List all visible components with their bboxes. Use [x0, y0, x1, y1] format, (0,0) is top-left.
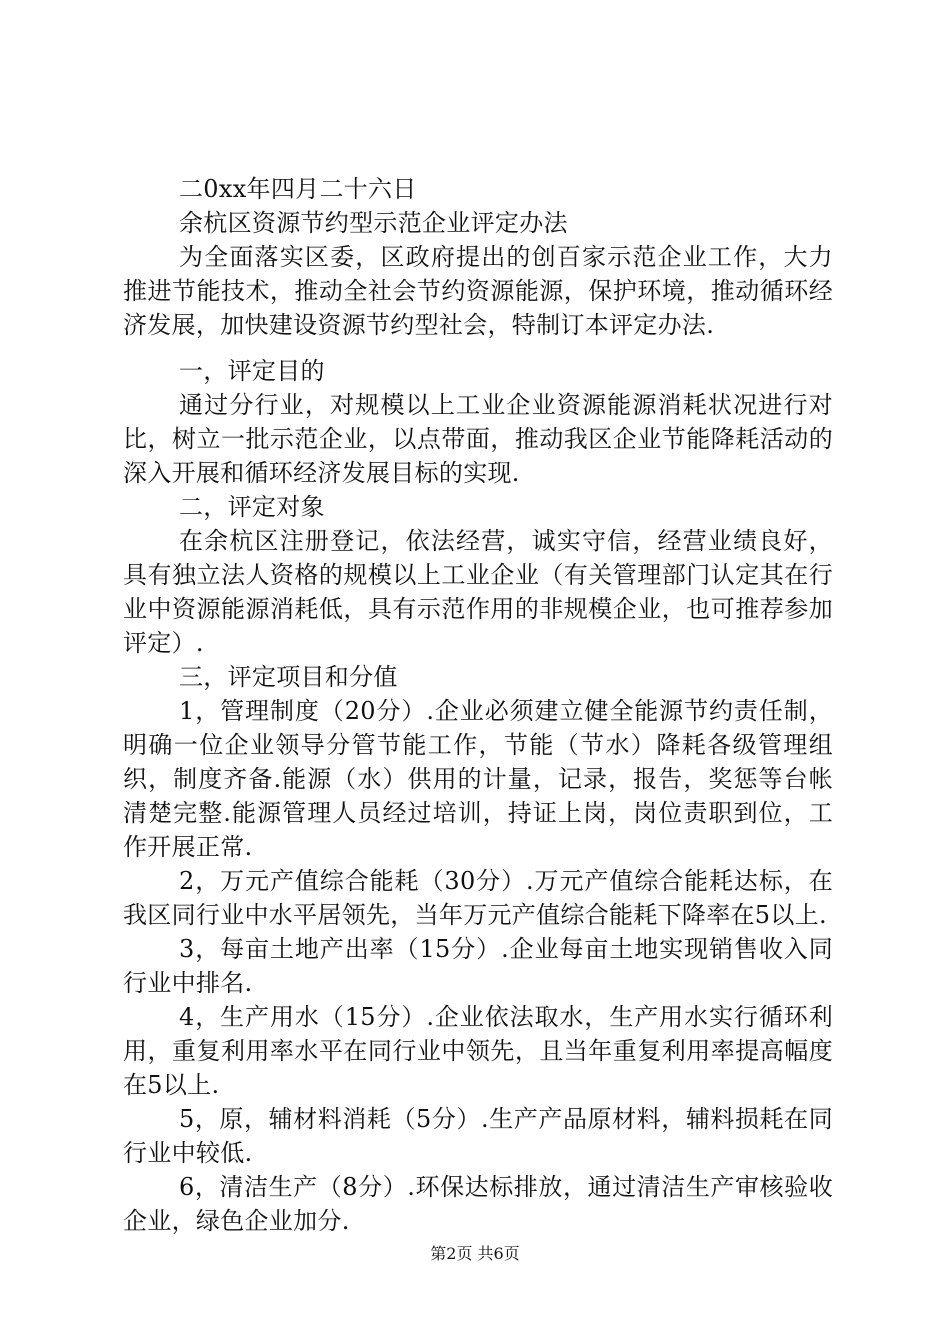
- document-date: 二0xx年四月二十六日: [179, 175, 417, 203]
- section-heading-items: 三，评定项目和分值: [179, 663, 398, 691]
- section-heading-purpose: 一，评定目的: [179, 357, 325, 385]
- item-clean-production: 6，清洁生产（8分）.环保达标排放，通过清洁生产审核验收企业，绿色企业加分.: [123, 1173, 833, 1235]
- item-material-consumption: 5，原，辅材料消耗（5分）.生产产品原材料，辅料损耗在同行业中较低.: [123, 1105, 833, 1167]
- intro-paragraph: 为全面落实区委，区政府提出的创百家示范企业工作，大力推进节能技术，推动全社会节约资源能源，保护环境，推动循环经济发展，加快建设资源节约型社会，特制订本评定办法.: [123, 243, 833, 339]
- section-heading-target: 二，评定对象: [179, 493, 325, 521]
- document-title: 余杭区资源节约型示范企业评定办法: [179, 209, 568, 237]
- item-management: 1，管理制度（20分）.企业必须建立健全能源节约责任制，明确一位企业领导分管节能工作，节能（节水）降耗各级管理组织，制度齐备.能源（水）供用的计量，记录，报告，奖惩等台帐清楚完整.能源管理人员经过培训，持证上岗，岗位责职到位，工作开展正常.: [123, 697, 833, 861]
- purpose-paragraph: 通过分行业，对规模以上工业企业资源能源消耗状况进行对比，树立一批示范企业，以点带面，推动我区企业节能降耗活动的深入开展和循环经济发展目标的实现.: [123, 391, 833, 487]
- item-energy-consumption: 2，万元产值综合能耗（30分）.万元产值综合能耗达标，在我区同行业中水平居领先，当年万元产值综合能耗下降率在5以上.: [123, 867, 833, 929]
- page-number: 第2页 共6页: [430, 1244, 520, 1263]
- item-land-output: 3，每亩土地产出率（15分）.企业每亩土地实现销售收入同行业中排名.: [123, 935, 833, 997]
- target-paragraph: 在余杭区注册登记，依法经营，诚实守信，经营业绩良好，具有独立法人资格的规模以上工业企业（有关管理部门认定其在行业中资源能源消耗低，具有示范作用的非规模企业，也可推荐参加评定）.: [123, 527, 833, 657]
- document-body: [123, 172, 833, 1238]
- item-water-use: 4，生产用水（15分）.企业依法取水，生产用水实行循环利用，重复利用率水平在同行业中领先，且当年重复利用率提高幅度在5以上.: [123, 1003, 833, 1099]
